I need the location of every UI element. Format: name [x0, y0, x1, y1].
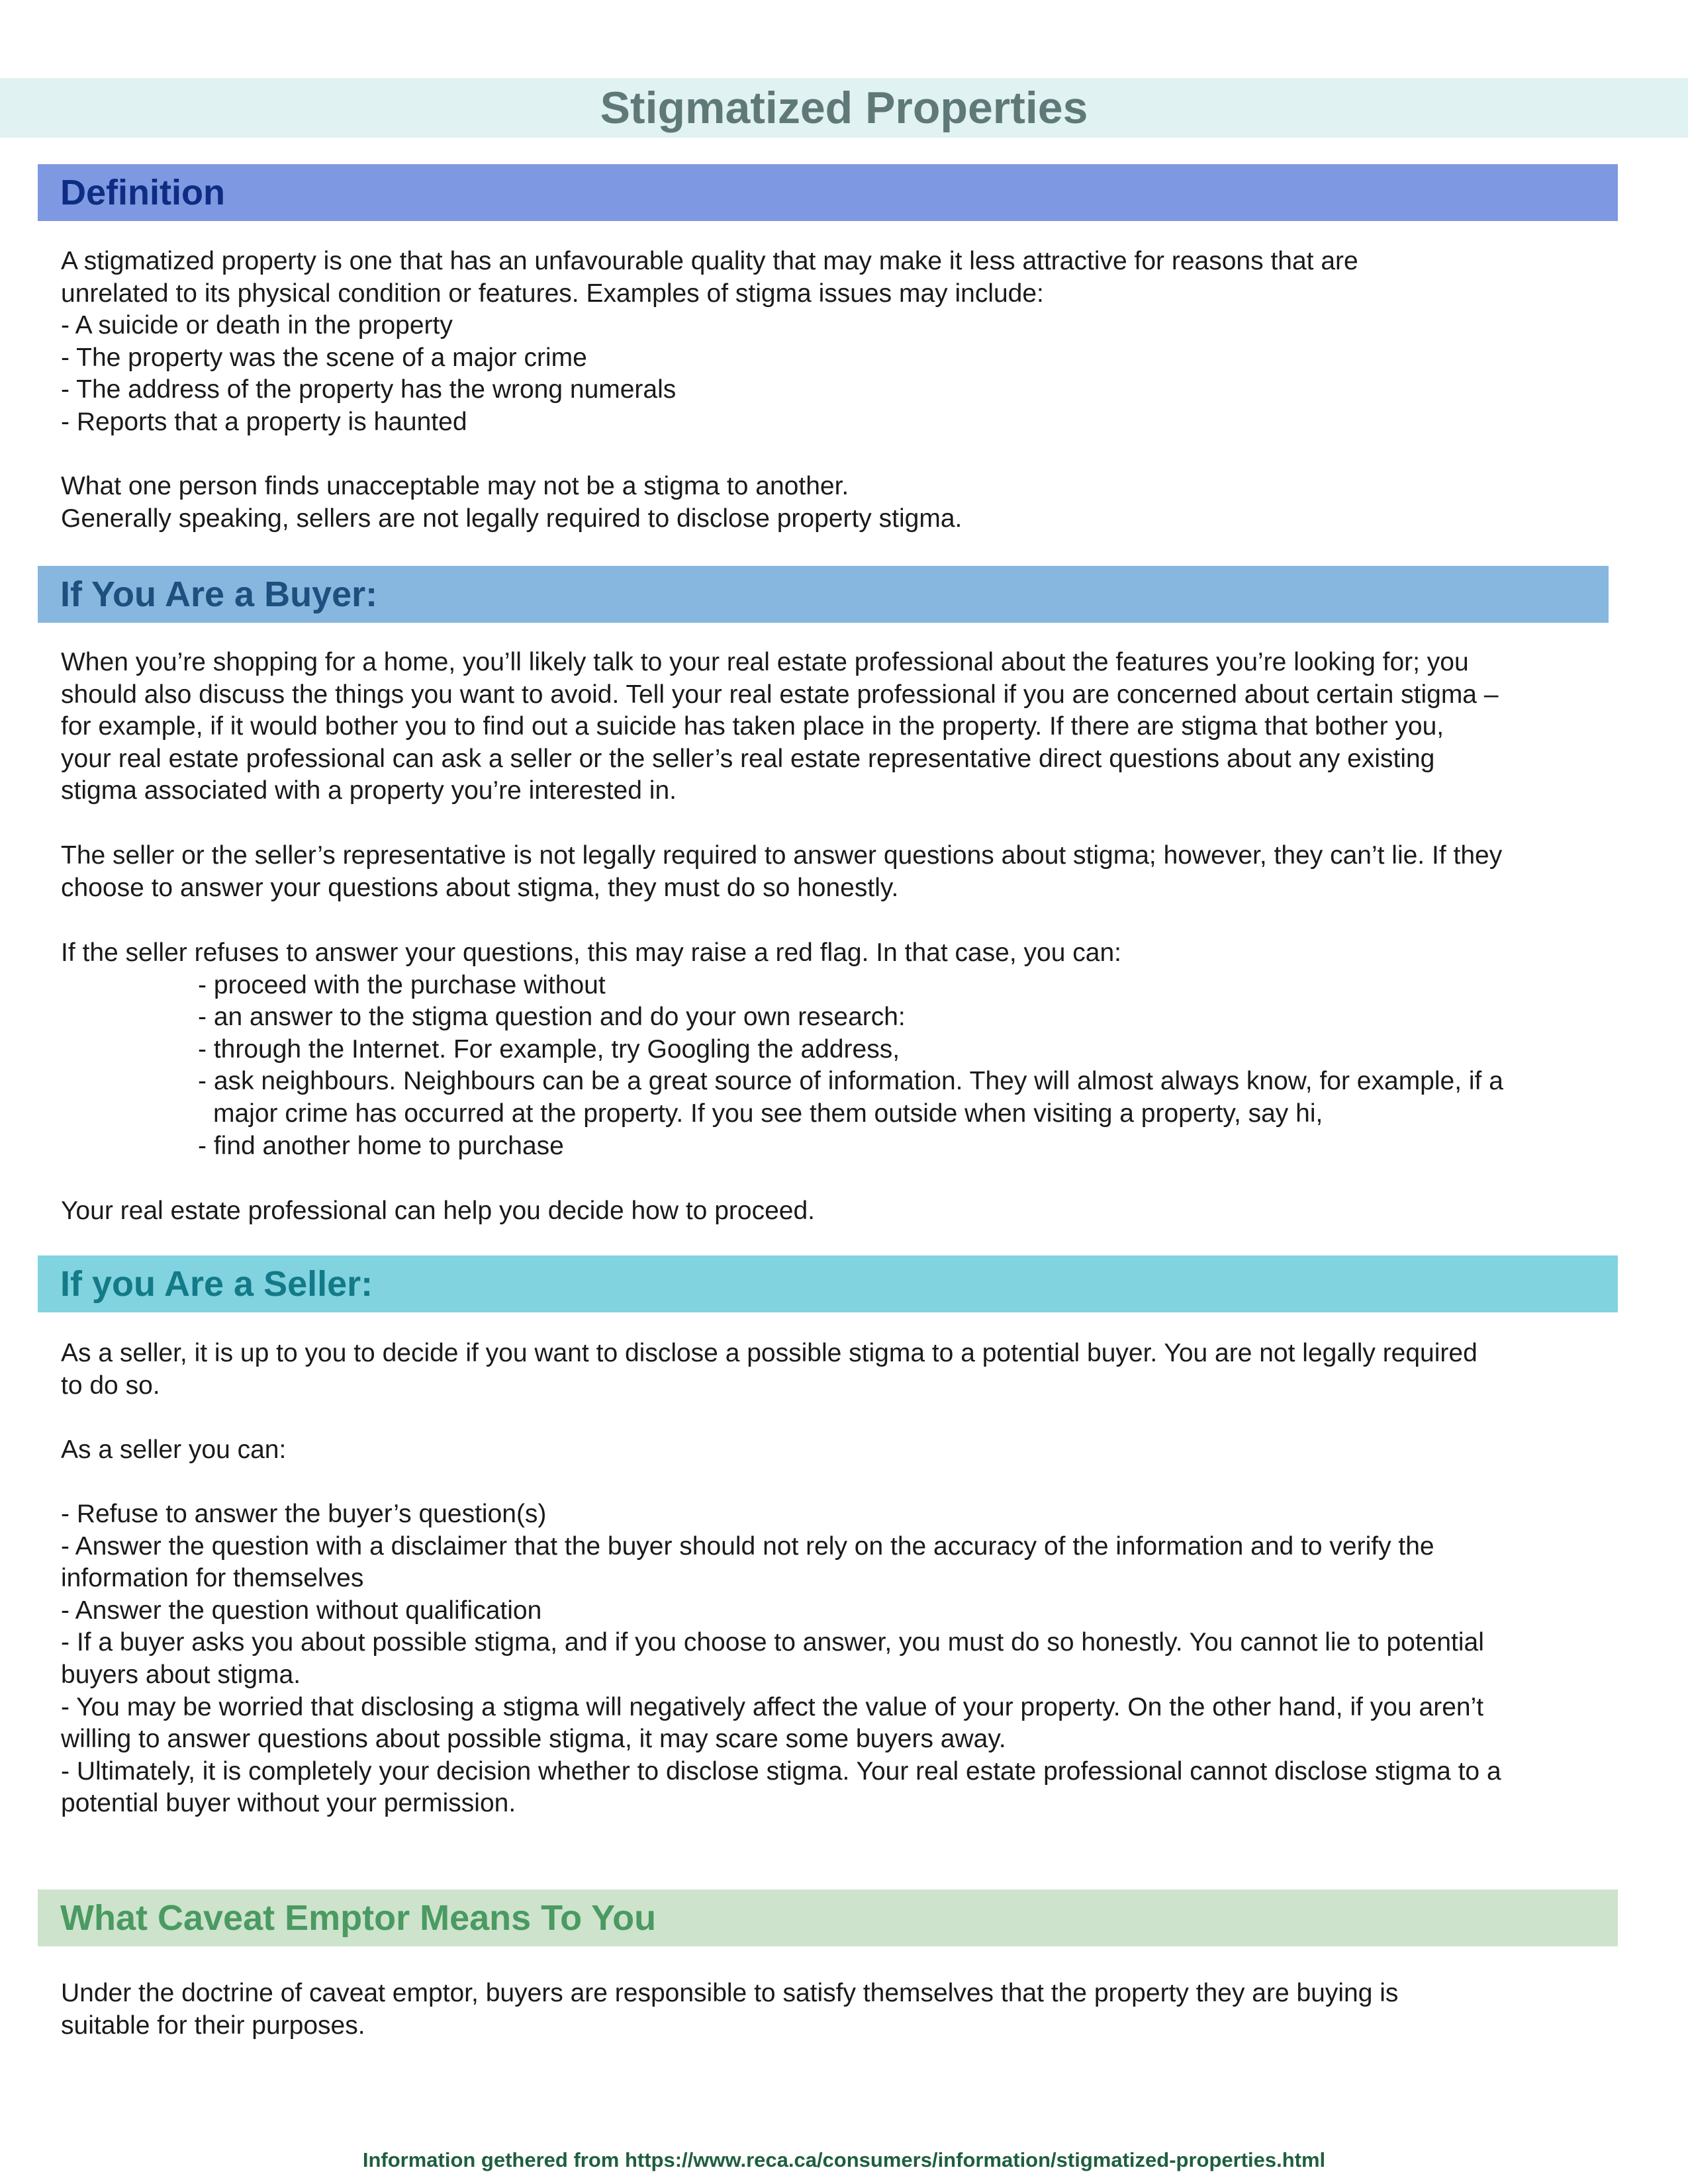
- list-item: - You may be worried that disclosing a stigma will negatively affect the value of your property. On the other hand, if you aren’t: [61, 1692, 1484, 1721]
- text-line: suitable for their purposes.: [61, 2011, 365, 2040]
- section-heading-definition: Definition: [38, 164, 1618, 221]
- text-line: Your real estate professional can help you decide how to proceed.: [61, 1197, 815, 1225]
- text-line: What one person finds unacceptable may not be a stigma to another.: [61, 472, 849, 500]
- text-line: Generally speaking, sellers are not legally required to disclose property stigma.: [61, 504, 962, 533]
- seller-paragraph-1: [61, 1338, 1636, 1402]
- list-item: information for themselves: [61, 1564, 364, 1593]
- text-line: to do so.: [61, 1371, 160, 1400]
- text-line: Under the doctrine of caveat emptor, buyers are responsible to satisfy themselves that the property they are buying is: [61, 1979, 1399, 2007]
- list-item: - Refuse to answer the buyer’s question(s): [61, 1500, 547, 1528]
- definition-paragraph-1: [61, 246, 1636, 439]
- text-line: should also discuss the things you want to avoid. Tell your real estate professional if you are concerned about certain stigma –: [61, 680, 1499, 709]
- text-line: stigma associated with a property you’re interested in.: [61, 776, 677, 805]
- section-heading-seller: If you Are a Seller:: [38, 1255, 1618, 1312]
- buyer-paragraph-1: [61, 647, 1636, 807]
- text-line: unrelated to its physical condition or features. Examples of stigma issues may include:: [61, 279, 1044, 308]
- text-line: When you’re shopping for a home, you’ll likely talk to your real estate professional about the features you’re looking for; you: [61, 648, 1469, 676]
- list-item: willing to answer questions about possible stigma, it may scare some buyers away.: [61, 1725, 1006, 1754]
- text-line: choose to answer your questions about stigma, they must do so honestly.: [61, 873, 899, 902]
- text-line: The seller or the seller’s representative is not legally required to answer questions about stigma; however, they can’t lie. If they: [61, 841, 1503, 870]
- text-line: for example, if it would bother you to find out a suicide has taken place in the property. If there are stigma that bother you,: [61, 712, 1444, 741]
- list-item: - find another home to purchase: [198, 1131, 564, 1160]
- page-title: Stigmatized Properties: [600, 83, 1088, 133]
- text-line: As a seller, it is up to you to decide if you want to disclose a possible stigma to a potential buyer. You are not legally required: [61, 1339, 1477, 1367]
- section-heading-buyer: If You Are a Buyer:: [38, 566, 1609, 623]
- list-item: - The property was the scene of a major crime: [61, 343, 587, 372]
- list-item-continuation: major crime has occurred at the property. If you see them outside when visiting a property, say hi,: [213, 1099, 1323, 1128]
- list-item: - an answer to the stigma question and do your own research:: [198, 1003, 906, 1032]
- list-item: - A suicide or death in the property: [61, 311, 453, 340]
- list-item: - Answer the question with a disclaimer that the buyer should not rely on the accuracy of the information and to verify the: [61, 1531, 1434, 1561]
- buyer-paragraph-2: [61, 840, 1636, 904]
- text-line: As a seller you can:: [61, 1435, 287, 1464]
- caveat-paragraph-1: [61, 1978, 1636, 2042]
- seller-paragraph-2: [61, 1434, 1636, 1467]
- list-item: buyers about stigma.: [61, 1660, 301, 1689]
- source-footer: Information gethered from https://www.reca.ca/consumers/information/stigmatized-properties.html: [362, 2148, 1326, 2171]
- list-item: - Reports that a property is haunted: [61, 407, 467, 436]
- list-item: - If a buyer asks you about possible stigma, and if you choose to answer, you must do so honestly. You cannot lie to potential: [61, 1628, 1484, 1657]
- text-line: your real estate professional can ask a seller or the seller’s real estate representative direct questions about any existing: [61, 744, 1435, 773]
- list-item: potential buyer without your permission.: [61, 1789, 516, 1818]
- section-heading-caveat-emptor: What Caveat Emptor Means To You: [38, 1889, 1618, 1946]
- buyer-paragraph-3: [61, 937, 1636, 1162]
- seller-list: [61, 1498, 1636, 1820]
- list-item: - Ultimately, it is completely your decision whether to disclose stigma. Your real estate professional cannot disclose stigma to a: [61, 1756, 1501, 1786]
- buyer-paragraph-4: [61, 1195, 1636, 1228]
- definition-paragraph-2: [61, 471, 1636, 535]
- list-item: - through the Internet. For example, try Googling the address,: [198, 1034, 900, 1064]
- text-line: A stigmatized property is one that has an unfavourable quality that may make it less attractive for reasons that are: [61, 247, 1358, 275]
- list-item: - The address of the property has the wrong numerals: [61, 375, 677, 404]
- list-item: - ask neighbours. Neighbours can be a great source of information. They will almost always know, for example, if a: [198, 1067, 1503, 1096]
- list-item: - proceed with the purchase without: [198, 970, 606, 999]
- list-item: - Answer the question without qualification: [61, 1596, 542, 1625]
- text-line: If the seller refuses to answer your questions, this may raise a red flag. In that case, you can:: [61, 938, 1121, 967]
